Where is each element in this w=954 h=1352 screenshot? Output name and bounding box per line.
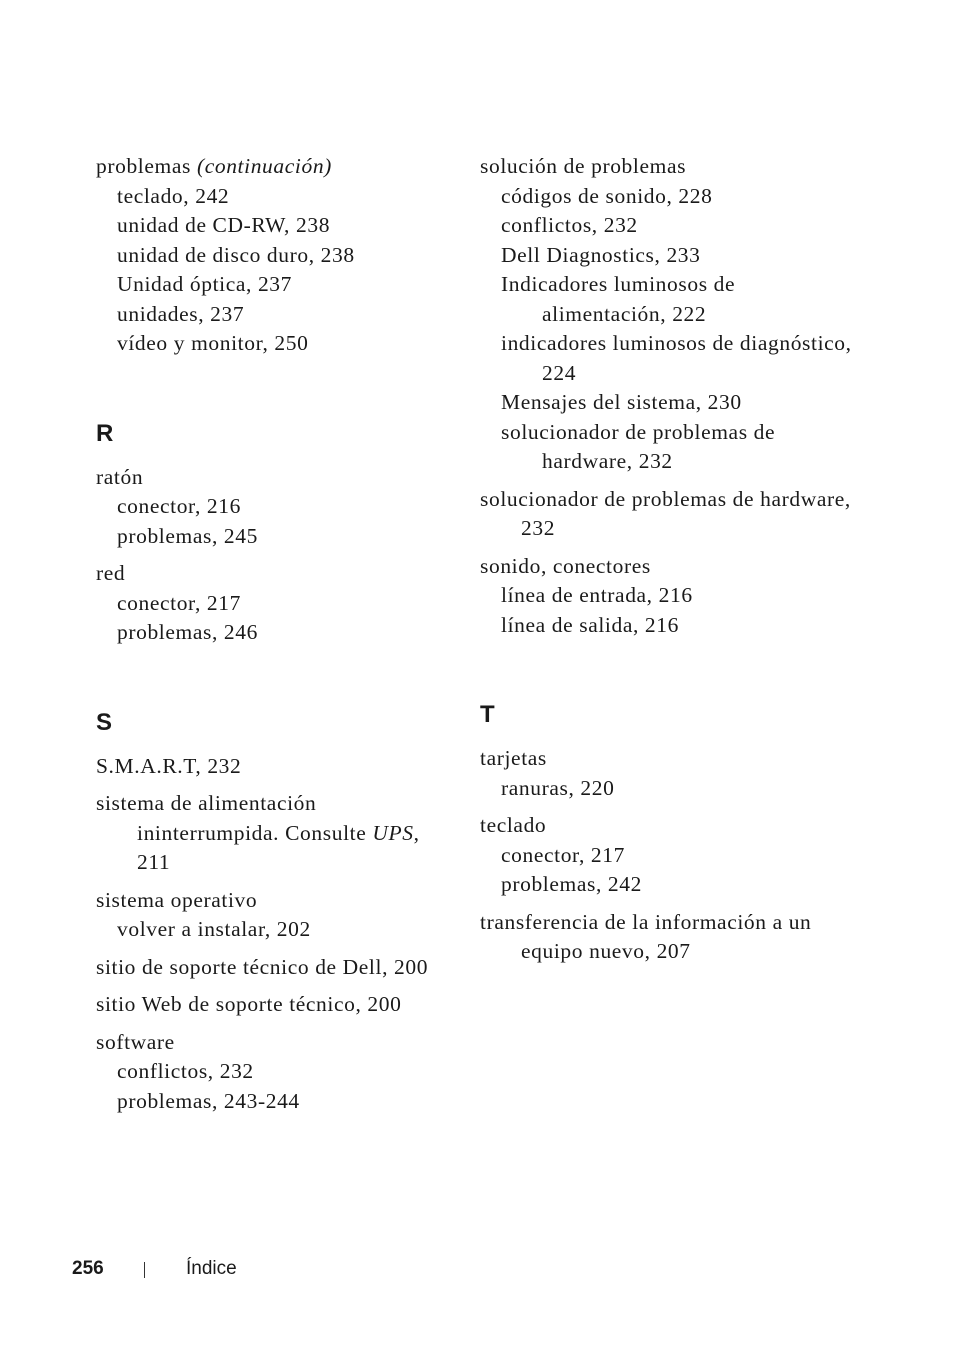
index-main-term: sitio de soporte técnico de Dell, 200	[96, 954, 429, 979]
index-entry-sistema-alimentacion	[96, 789, 446, 878]
index-main-term	[96, 789, 446, 878]
index-subterm: conector, 217	[117, 590, 241, 615]
index-entry-solucion	[480, 152, 860, 477]
cross-reference: UPS	[372, 820, 414, 845]
index-subterm: conflictos, 232	[501, 213, 638, 237]
index-subterm: unidades, 237	[117, 301, 245, 326]
index-subterm: unidad de disco duro, 238	[117, 242, 355, 267]
index-subterm: problemas, 246	[117, 620, 258, 644]
section-letter-r: R	[96, 419, 114, 447]
index-main-term: teclado	[480, 813, 547, 837]
index-subterm: Mensajes del sistema, 230	[501, 390, 742, 414]
footer-separator	[144, 1262, 145, 1278]
index-entry-sitio-web	[96, 990, 446, 1020]
index-entry-red	[96, 559, 446, 648]
index-main-term: software	[96, 1029, 175, 1054]
page-number: 256	[72, 1258, 104, 1279]
index-entry-sonido	[480, 552, 860, 641]
index-subterm: vídeo y monitor, 250	[117, 331, 309, 355]
index-main-term: ratón	[96, 464, 144, 489]
index-column-left	[96, 152, 446, 1124]
index-subterm: problemas, 243-244	[117, 1088, 300, 1113]
index-subterm: conflictos, 232	[117, 1059, 254, 1083]
index-entry-tarjetas	[480, 744, 860, 803]
index-entry-sitio-soporte	[96, 953, 446, 983]
index-subterm: línea de entrada, 216	[501, 583, 693, 607]
index-subterm: solucionador de problemas de hardware, 232	[501, 419, 776, 473]
index-main-term: sonido, conectores	[480, 553, 651, 578]
index-subterm: ranuras, 220	[501, 775, 615, 800]
section-letter-t: T	[480, 701, 495, 728]
footer-section-title: Índice	[186, 1258, 237, 1279]
index-main-term: tarjetas	[480, 746, 547, 770]
index-subterm: línea de salida, 216	[501, 612, 679, 637]
index-subterm: problemas, 245	[117, 523, 258, 548]
index-main-term: S.M.A.R.T, 232	[96, 753, 242, 778]
index-entry-transferencia	[480, 908, 860, 967]
index-subterm: códigos de sonido, 228	[501, 183, 713, 208]
index-entry-teclado	[480, 811, 860, 900]
index-subterm: conector, 217	[501, 842, 625, 867]
index-subterm: volver a instalar, 202	[117, 917, 311, 941]
term-text: sistema de alimentación ininterrumpida. Consulte	[96, 791, 367, 845]
section-letter-s: S	[96, 708, 113, 736]
index-main-term: transferencia de la información a un equipo nuevo, 207	[480, 909, 812, 963]
index-subterm: Indicadores luminosos de alimentación, 222	[501, 272, 736, 326]
index-main-term: solucionador de problemas de hardware, 232	[480, 486, 851, 540]
index-column-right	[480, 152, 860, 975]
index-subterm: problemas, 242	[501, 872, 642, 896]
index-main-term: red	[96, 561, 126, 585]
term-text: problemas	[96, 154, 191, 178]
continuation-note: (continuación)	[196, 154, 332, 178]
index-entry-problemas	[96, 152, 446, 359]
index-subterm: unidad de CD-RW, 238	[117, 213, 331, 237]
index-subterm: teclado, 242	[117, 183, 230, 208]
index-main-term: solución de problemas	[480, 154, 687, 178]
index-main-term: sitio Web de soporte técnico, 200	[96, 992, 402, 1016]
index-subterm: Unidad óptica, 237	[117, 272, 292, 296]
index-main-term: sistema operativo	[96, 887, 258, 912]
index-entry-sistema-operativo	[96, 886, 446, 945]
index-subterm: Dell Diagnostics, 233	[501, 242, 701, 267]
page-ref: , 211	[137, 820, 420, 874]
index-entry-software	[96, 1028, 446, 1117]
index-main-term	[96, 152, 446, 182]
index-entry-smart	[96, 752, 446, 782]
index-subterm: indicadores luminosos de diagnóstico, 224	[501, 331, 852, 385]
index-entry-solucionador	[480, 485, 860, 544]
index-subterm: conector, 216	[117, 494, 241, 518]
index-entry-raton	[96, 463, 446, 552]
